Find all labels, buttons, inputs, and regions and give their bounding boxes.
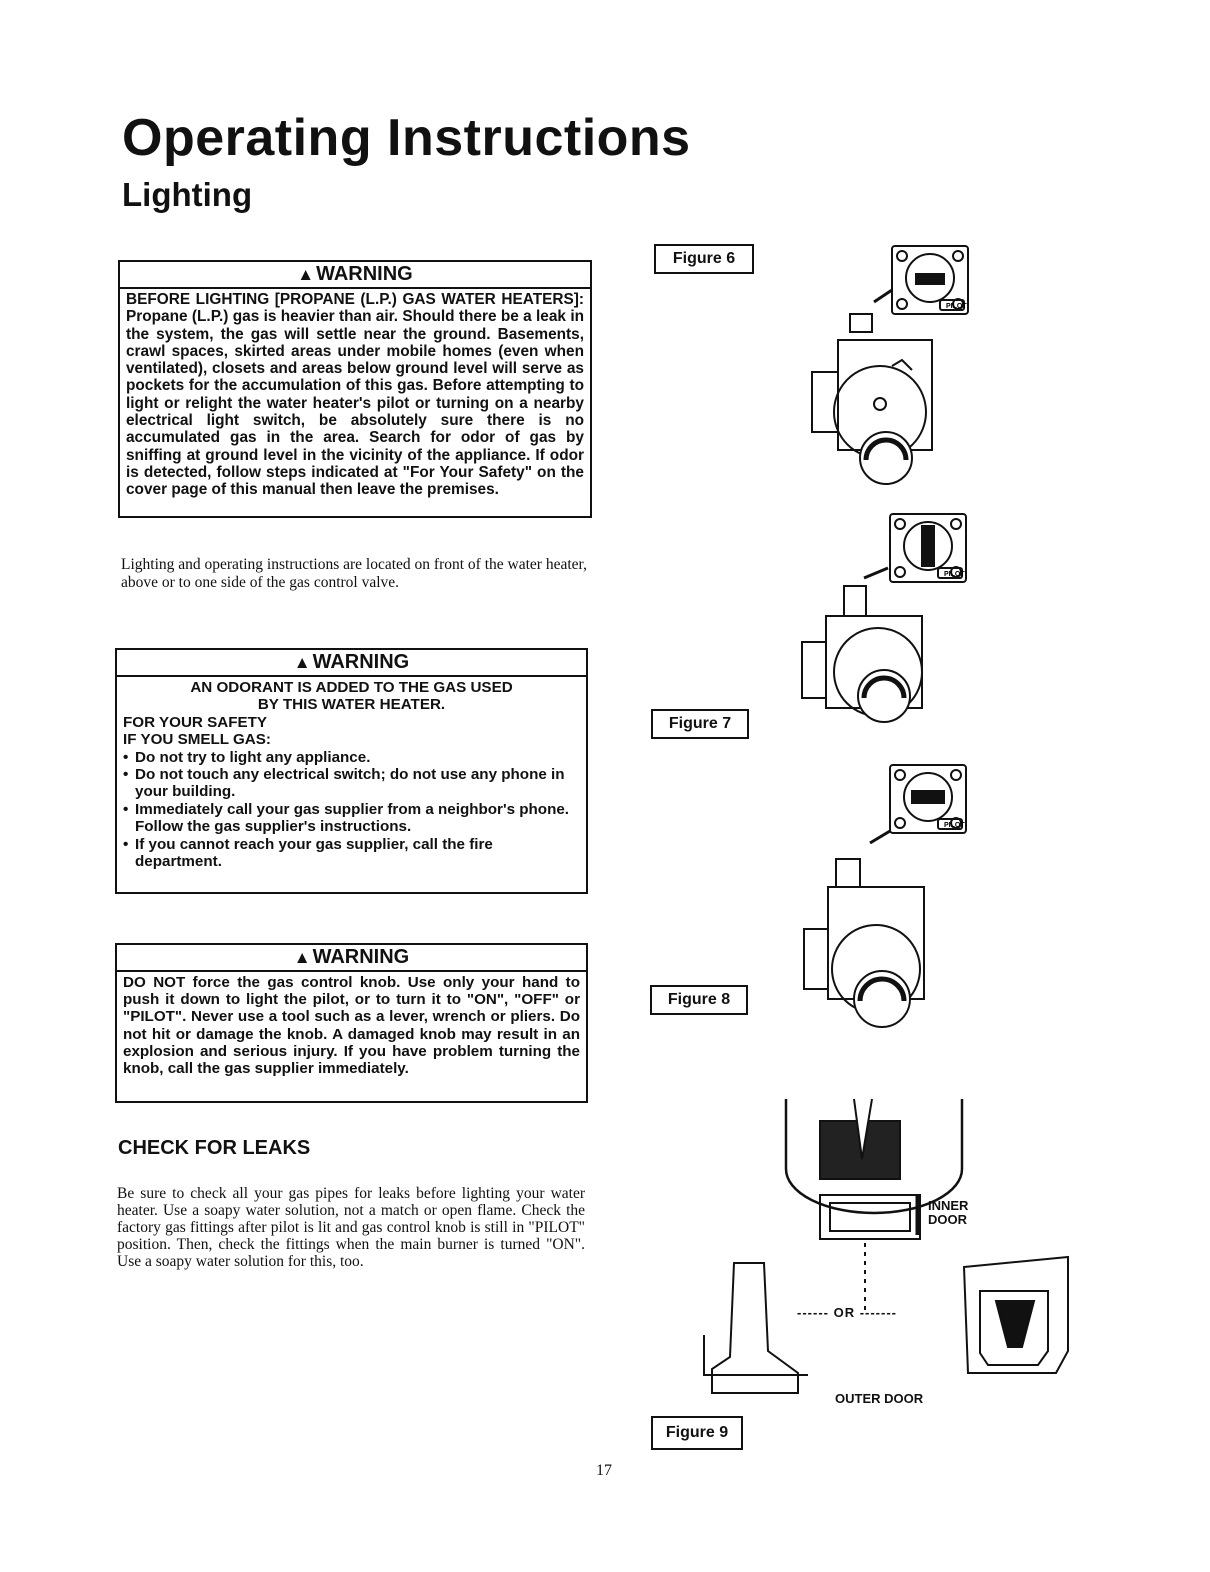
list-item: • Do not touch any electrical switch; do not use any phone in your building. — [123, 766, 580, 801]
check-for-leaks-heading: CHECK FOR LEAKS — [118, 1137, 311, 1159]
dial-pilot-text: PILOT — [944, 822, 965, 829]
warning-line: IF YOU SMELL GAS: — [123, 731, 271, 749]
warning-box-propane — [118, 260, 592, 518]
warning-box-knob — [115, 943, 588, 1103]
check-for-leaks-paragraph: Be sure to check all your gas pipes for leaks before lighting your water heater. Use a soapy water solution, not a match or open flame. Check the factory gas fittings after pilot is lit and gas control knob is still in "PILOT" position. Then, check the fittings when the main burner is turned "ON". Use a soapy water solution for this, too. — [117, 1185, 585, 1270]
warning-line: FOR YOUR SAFETY — [123, 713, 268, 731]
warning-header — [120, 262, 590, 289]
warning-text: BEFORE LIGHTING [PROPANE (L.P.) GAS WATER HEATERS]: Propane (L.P.) gas is heavier than air. Should there be a leak in the system, the gas will settle near the ground. Basements, crawl spaces, skirted areas under mobile homes (even when ventilated), closets and areas below ground level will serve as pockets for the accumulation of this gas. Before attempting to light or relight the water heater's pilot or turning on a nearby electrical light switch, be absolutely sure there is no accumulated gas in the area. Search for odor of gas by sniffing at ground level in the vicinity of the appliance. If odor is detected, follow steps indicated at "For Your Safety" on the cover page of this manual then leave the premises. — [126, 291, 584, 499]
warning-triangle-icon: ▲ — [297, 265, 315, 284]
warning-line: BY THIS WATER HEATER. — [257, 696, 446, 714]
warning-heading: WARNING — [312, 651, 410, 673]
burner-door-figure-9 — [690, 1095, 1090, 1415]
or-label: ------ OR ------- — [797, 1305, 898, 1320]
warning-text: DO NOT force the gas control knob. Use only your hand to push it down to light the pilot, or to turn it to "ON", "OFF" or "PILOT". Never use a tool such as a lever, wrench or pliers. Do not hit or damage the knob. A damaged knob may result in an explosion and serious injury. If you have problem turning the knob, call the gas supplier immediately. — [123, 974, 580, 1078]
dial-pilot-text: PILOT — [946, 303, 967, 310]
warning-box-odorant — [115, 648, 588, 894]
outer-door-label: OUTER DOOR — [835, 1391, 924, 1406]
warning-header — [117, 650, 586, 677]
warning-heading: WARNING — [316, 263, 413, 285]
dial-pilot-text: PILOT — [944, 571, 965, 578]
gas-control-valve-figure-8 — [790, 763, 970, 1043]
gas-control-valve-figure-6 — [800, 244, 980, 494]
warning-line: AN ODORANT IS ADDED TO THE GAS USED — [190, 679, 513, 696]
figure-8-label: Figure 8 — [650, 985, 748, 1015]
warning-heading: WARNING — [312, 946, 410, 968]
page-number: 17 — [596, 1462, 612, 1479]
list-item: • Do not try to light any appliance. — [123, 749, 580, 766]
figure-9-label: Figure 9 — [651, 1416, 743, 1450]
list-item: • If you cannot reach your gas supplier, call the fire department. — [123, 836, 580, 871]
figure-7-label: Figure 7 — [651, 709, 749, 739]
figure-6-label: Figure 6 — [654, 244, 754, 274]
warning-bullet-list — [123, 749, 580, 871]
warning-content — [117, 677, 586, 873]
list-item: • Immediately call your gas supplier from a neighbor's phone. Follow the gas supplier's instructions. — [123, 801, 580, 836]
intro-paragraph: Lighting and operating instructions are located on front of the water heater, above or to one side of the gas control valve. — [121, 556, 587, 591]
inner-door-label: INNER DOOR — [928, 1198, 969, 1227]
warning-triangle-icon: ▲ — [293, 653, 311, 672]
gas-control-valve-figure-7 — [798, 512, 978, 724]
section-subtitle: Lighting — [122, 176, 253, 213]
page-title: Operating Instructions — [122, 109, 691, 167]
warning-triangle-icon: ▲ — [293, 948, 311, 967]
warning-header — [117, 945, 586, 972]
